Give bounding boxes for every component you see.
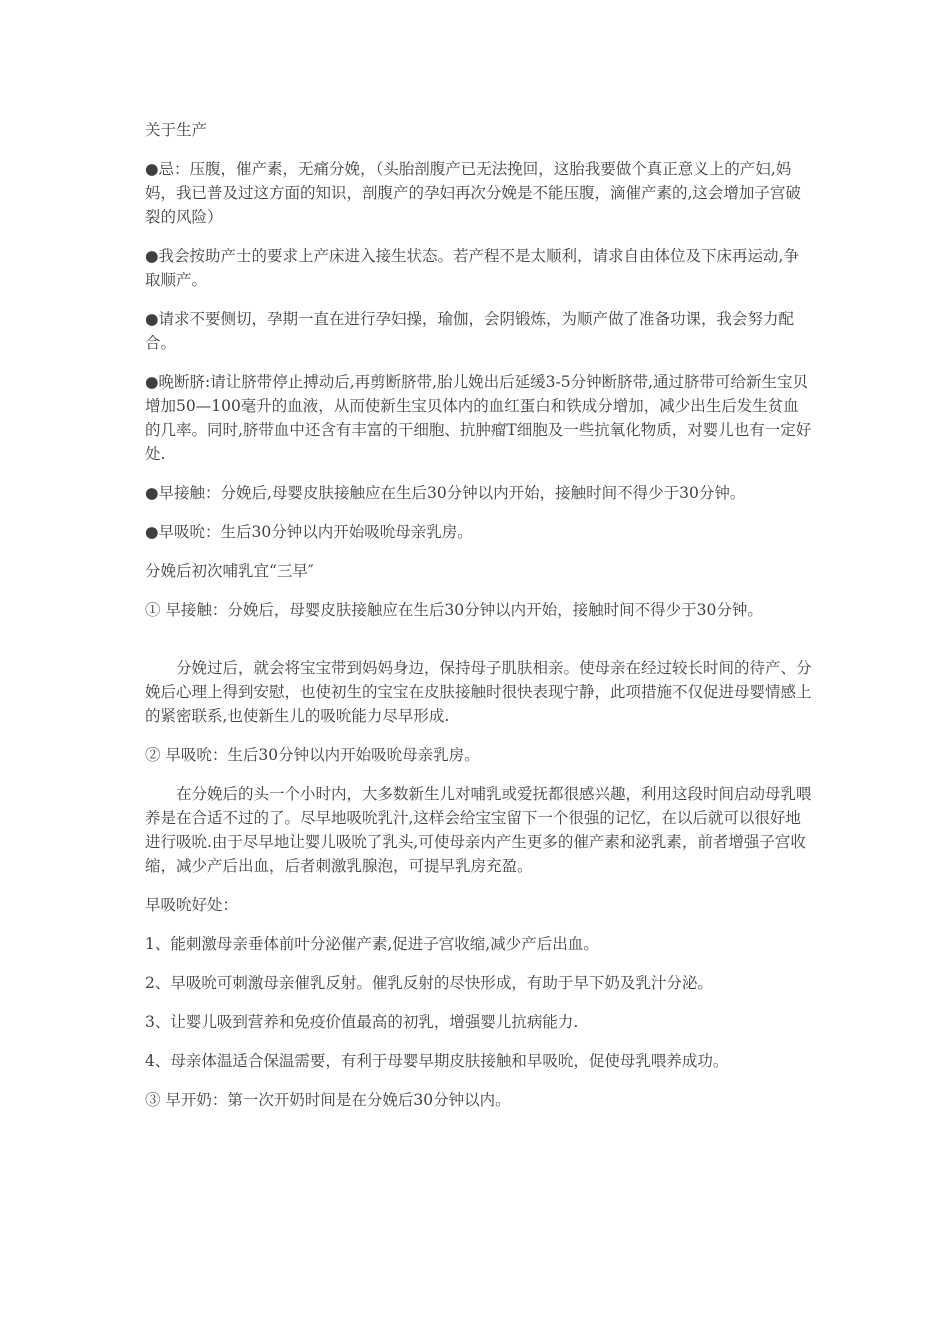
item-early-suckling: ② 早吸吮：生后30分钟以内开始吸吮母亲乳房。 <box>145 746 480 764</box>
paragraph-suckling-explanation: 在分娩后的头一个小时内，大多数新生儿对哺乳或爱抚都很感兴趣，利用这段时间启动母乳喂养是在合适不过的了。尽早地吸吮乳汁,这样会给宝宝留下一个很强的记忆，在以后就可以很好地进行吸吮.由于尽早地让婴儿吸吮了乳头,可使母亲内产生更多的催产素和泌乳素，前者增强子宫收缩，减少产后出血，后者刺激乳腺泡，可提早乳房充盈。 <box>145 785 812 875</box>
paragraph-early-suckling: ●早吸吮：生后30分钟以内开始吸吮母亲乳房。 <box>145 523 473 541</box>
item-early-contact: ① 早接触：分娩后，母婴皮肤接触应在生后30分钟以内开始，接触时间不得少于30分钟。 <box>145 601 763 619</box>
section-heading-suckling-benefits: 早吸吮好处： <box>145 896 239 914</box>
document-page <box>145 118 813 1127</box>
item-early-breastfeeding: ③ 早开奶：第一次开奶时间是在分娩后30分钟以内。 <box>145 1091 511 1109</box>
benefit-item-4: 4、母亲体温适合保温需要，有利于母婴早期皮肤接触和早吸吮，促使母乳喂养成功。 <box>145 1052 729 1070</box>
document-title: 关于生产 <box>145 121 208 139</box>
paragraph-no-episiotomy: ●请求不要侧切，孕期一直在进行孕妇操，瑜伽，会阴锻炼，为顺产做了准备功课，我会努力配合。 <box>145 310 795 352</box>
section-heading-three-early: 分娩后初次哺乳宜“三早″ <box>145 562 314 580</box>
benefit-item-1: 1、能刺激母亲垂体前叶分泌催产素,促进子宫收缩,减少产后出血。 <box>145 935 599 953</box>
paragraph-early-contact: ●早接触：分娩后,母婴皮肤接触应在生后30分钟以内开始，接触时间不得少于30分钟。 <box>145 484 746 502</box>
paragraph-delivery-bed: ●我会按助产士的要求上产床进入接生状态。若产程不是太顺利，请求自由体位及下床再运动,争取顺产。 <box>145 247 799 289</box>
benefit-item-2: 2、早吸吮可刺激母亲催乳反射。催乳反射的尽快形成，有助于早下奶及乳汁分泌。 <box>145 974 713 992</box>
paragraph-avoid: ●忌：压腹，催产素，无痛分娩，（头胎剖腹产已无法挽回，这胎我要做个真正意义上的产妇,妈妈，我已普及过这方面的知识，剖腹产的孕妇再次分娩是不能压腹，滴催产素的,这会增加子宫破裂的风险） <box>145 160 801 226</box>
benefit-item-3: 3、让婴儿吸到营养和免疫价值最高的初乳，增强婴儿抗病能力. <box>145 1013 579 1031</box>
paragraph-delayed-cord-clamping: ●晚断脐:请让脐带停止搏动后,再剪断脐带,胎儿娩出后延缓3-5分钟断脐带,通过脐带可给新生宝贝增加50—100毫升的血液，从而使新生宝贝体内的血红蛋白和铁成分增加，减少出生后发生贫血的几率。同时,脐带血中还含有丰富的干细胞、抗肿瘤T细胞及一些抗氧化物质，对婴儿也有一定好处. <box>145 373 812 463</box>
paragraph-contact-explanation: 分娩过后，就会将宝宝带到妈妈身边，保持母子肌肤相亲。使母亲在经过较长时间的待产、分娩后心理上得到安慰，也使初生的宝宝在皮肤接触时很快表现宁静，此项措施不仅促进母婴情感上的紧密联系,也使新生儿的吸吮能力尽早形成. <box>145 659 812 725</box>
